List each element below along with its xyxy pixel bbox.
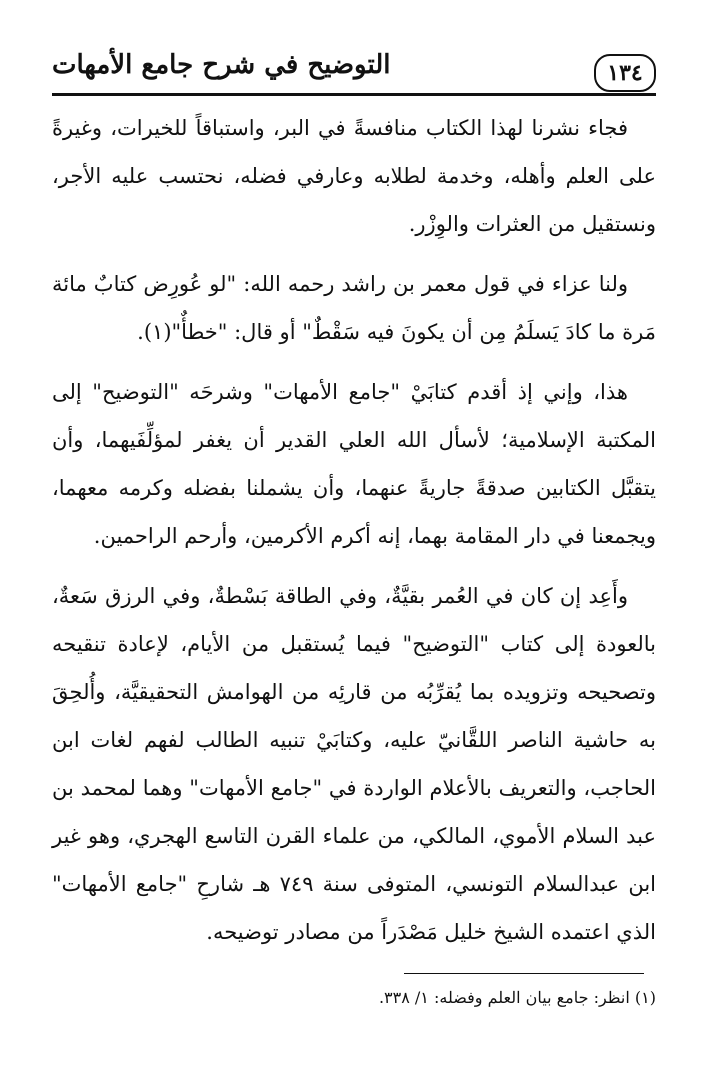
paragraph: وأَعِد إن كان في العُمر بقيَّةٌ، وفي الطاقة بَسْطةٌ، وفي الرزق سَعةٌ، بالعودة إلى كتاب "التوضيح" فيما يُستقبل من الأيام، لإعادة تنقيحه وتصحيحه وتزويده بما يُقرِّبُه من قارئِه من الهوامش التحقيقيَّة، وأُلحِقَ به حاشية الناصر اللقَّانيّ عليه، وكتابَيْ تنبيه الطالب لفهم لغات ابن الحاجب، والتعريف بالأعلام الواردة في "جامع الأمهات" وهما لمحمد بن عبد السلام الأموي، المالكي، من علماء القرن التاسع الهجري، وهو غير ابن عبدالسلام التونسي، المتوفى سنة ٧٤٩ هـ شارحِ "جامع الأمهات" الذي اعتمده الشيخ خليل مَصْدَراً من مصادر توضيحه. xyxy=(52,584,656,944)
page-number: ١٣٤ xyxy=(594,54,656,92)
paragraph: ولنا عزاء في قول معمر بن راشد رحمه الله: "لو عُورِض كتابٌ مائة مَرة ما كادَ يَسلَمُ مِن أن يكونَ فيه سَقْطٌ" أو قال: "خطأٌ"(١). xyxy=(52,272,656,344)
running-title: التوضيح في شرح جامع الأمهات xyxy=(52,50,391,80)
footnote-divider xyxy=(404,973,644,974)
page-header xyxy=(52,50,656,96)
header-divider xyxy=(52,93,656,96)
paragraph: هذا، وإني إذ أقدم كتابَيْ "جامع الأمهات" وشرحَه "التوضيح" إلى المكتبة الإسلامية؛ لأسأل الله العلي القدير أن يغفر لمؤلِّفَيهما، وأن يتقبَّل الكتابين صدقةً جاريةً عنهما، وأن يشملنا بفضله وكرمه معهما، ويجمعنا في دار المقامة بهما، إنه أكرم الأكرمين، وأرحم الراحمين. xyxy=(52,380,656,548)
paragraph: فجاء نشرنا لهذا الكتاب منافسةً في البر، واستباقاً للخيرات، وغيرةً على العلم وأهله، وخدمة لطلابه وعارفي فضله، نحتسب عليه الأجر، ونستقيل من العثرات والوِزْر. xyxy=(52,116,656,236)
body-text xyxy=(52,104,656,968)
footnote: (١) انظر: جامع بيان العلم وفضله: ١/ ٣٣٨. xyxy=(378,988,656,1007)
